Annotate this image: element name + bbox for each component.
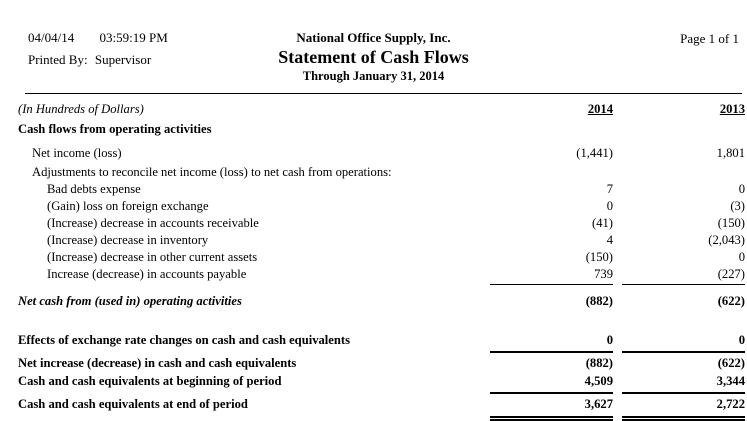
row-value-2014: 7 — [606, 182, 613, 196]
table-rows — [18, 121, 745, 421]
row-value-2014: (150) — [585, 250, 613, 264]
table-row — [18, 181, 745, 198]
row-value-2014: 4,509 — [490, 373, 613, 394]
row-value-2014: 3,627 — [490, 396, 613, 421]
year-column-2013 — [622, 101, 745, 118]
report-header — [0, 0, 747, 88]
row-value-2013: 0 — [622, 332, 745, 353]
company-name: National Office Supply, Inc. — [296, 30, 451, 45]
row-label: Bad debts expense — [47, 182, 141, 196]
year-2013-label: 2013 — [719, 102, 745, 116]
unit-note: (In Hundreds of Dollars) — [18, 102, 144, 116]
row-label: (Gain) loss on foreign exchange — [47, 199, 209, 213]
row-value-2013: (3) — [730, 199, 745, 213]
table-row — [18, 355, 745, 372]
row-value-2013: (150) — [717, 216, 745, 230]
table-row — [18, 396, 745, 421]
row-label: Effects of exchange rate changes on cash and cash equivalents — [18, 333, 350, 347]
row-value-2013: (2,043) — [708, 233, 745, 247]
row-value-2014: (41) — [592, 216, 613, 230]
year-column-2014 — [490, 101, 613, 118]
print-time: 03:59:19 PM — [99, 30, 168, 45]
row-label: Adjustments to reconcile net income (loss) to net cash from operations: — [32, 165, 392, 179]
printed-by-label: Printed By: — [28, 52, 88, 67]
table-row — [18, 293, 745, 310]
table-row — [18, 145, 745, 162]
table-row — [18, 232, 745, 249]
row-label: Cash and cash equivalents at end of period — [18, 397, 248, 411]
row-label: Net increase (decrease) in cash and cash equivalents — [18, 356, 297, 370]
year-2014-label: 2014 — [587, 102, 613, 116]
row-value-2013: 3,344 — [622, 373, 745, 394]
table-row — [18, 373, 745, 394]
row-value-2014: (1,441) — [576, 146, 613, 160]
row-value-2013: 0 — [738, 182, 745, 196]
printed-by — [28, 52, 168, 67]
report-subtitle: Through January 31, 2014 — [302, 69, 445, 83]
table-row — [18, 332, 745, 353]
row-value-2014: 0 — [606, 199, 613, 213]
header-divider — [25, 93, 742, 94]
table-row — [18, 198, 745, 215]
table-row — [18, 164, 745, 181]
table-row — [18, 249, 745, 266]
printed-by-value: Supervisor — [94, 52, 152, 67]
row-label: Net cash from (used in) operating activities — [18, 294, 242, 308]
row-value-2014: 739 — [490, 266, 613, 285]
row-label: Cash flows from operating activities — [18, 122, 212, 136]
row-value-2013: (622) — [717, 294, 745, 308]
table-row — [18, 121, 745, 138]
table-row — [18, 215, 745, 232]
page-indicator: Page 1 of 1 — [680, 31, 739, 46]
row-value-2014: (882) — [585, 356, 613, 370]
row-value-2014: 4 — [606, 233, 613, 247]
row-label: (Increase) decrease in accounts receivable — [47, 216, 259, 230]
row-label: Increase (decrease) in accounts payable — [47, 267, 247, 281]
row-value-2013: 1,801 — [716, 146, 745, 160]
row-label: (Increase) decrease in other current assets — [47, 250, 258, 264]
table-row — [18, 266, 745, 285]
print-dateline — [28, 30, 168, 45]
cashflow-table — [18, 101, 745, 421]
row-value-2013: 0 — [738, 250, 745, 264]
row-label: Net income (loss) — [32, 146, 122, 160]
row-value-2014: (882) — [585, 294, 613, 308]
report-title: Statement of Cash Flows — [278, 47, 469, 67]
row-value-2013: 2,722 — [622, 396, 745, 421]
row-value-2013: (227) — [622, 266, 745, 285]
print-info — [28, 30, 168, 67]
row-label: Cash and cash equivalents at beginning of period — [18, 374, 282, 388]
row-label: (Increase) decrease in inventory — [47, 233, 209, 247]
row-value-2013: (622) — [717, 356, 745, 370]
column-header-row — [18, 101, 745, 118]
row-value-2014: 0 — [490, 332, 613, 353]
print-date: 04/04/14 — [28, 30, 75, 45]
